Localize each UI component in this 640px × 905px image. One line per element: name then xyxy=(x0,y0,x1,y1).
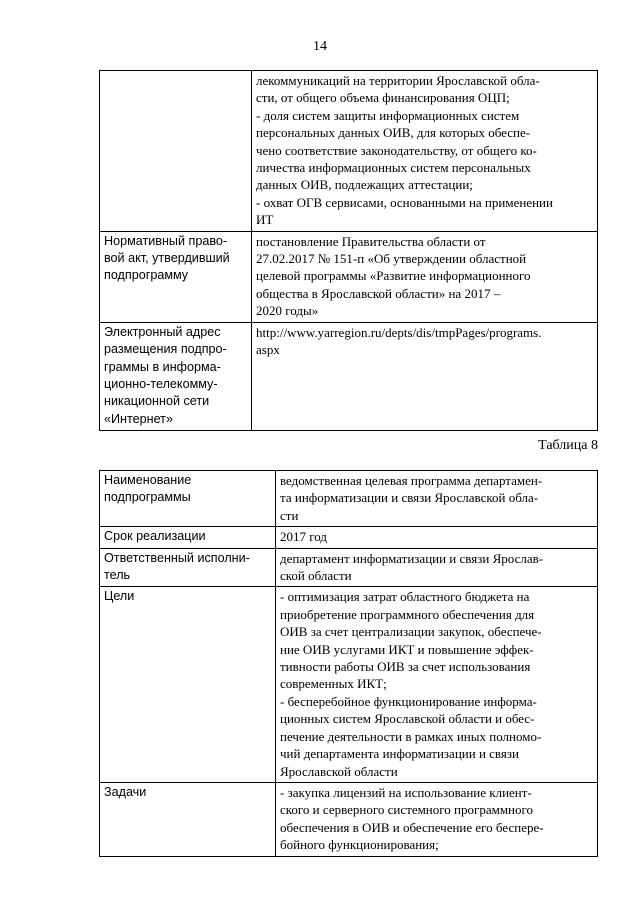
value-line: целевой программы «Развитие информационного xyxy=(256,268,531,284)
row-label-cell xyxy=(100,322,252,430)
value-line: http://www.yarregion.ru/depts/dis/tmpPages/programs. xyxy=(256,324,542,340)
value-line: лекоммуникаций на территории Ярославской обла- xyxy=(256,73,540,88)
value-line: департамент информатизации и связи Ярослав- xyxy=(280,550,544,566)
label-line: никационной сети xyxy=(104,394,210,409)
label-line: подпрограммы xyxy=(104,490,191,505)
value-line: ние ОИВ услугами ИКТ и повышение эффек- xyxy=(280,641,534,657)
row-value-cell xyxy=(276,471,598,527)
value-line: сти xyxy=(280,507,299,523)
row-label-cell xyxy=(100,548,276,587)
value-line: печение деятельности в рамках иных полномо- xyxy=(280,728,542,744)
value-line: ОИВ за счет централизации закупок, обеспече- xyxy=(280,624,542,640)
value-line: 2020 годы» xyxy=(256,303,319,319)
value-line: постановление Правительства области от xyxy=(256,233,486,249)
table-row xyxy=(100,548,598,587)
row-value-cell xyxy=(252,71,598,232)
page-number: 14 xyxy=(313,39,327,54)
value-line: данных ОИВ, подлежащих аттестации; xyxy=(256,177,473,193)
value-line: ционных систем Ярославской области и обес- xyxy=(280,711,535,727)
label-line: тель xyxy=(104,568,131,583)
table-row xyxy=(100,322,598,430)
value-line: современных ИКТ; xyxy=(280,676,387,692)
label-line: Ответственный исполни- xyxy=(104,550,250,565)
value-line: чено соответствие законодательству, от общего ко- xyxy=(256,142,537,158)
value-line: персональных данных ОИВ, для которых обеспе- xyxy=(256,125,531,141)
value-line: тивности работы ОИВ за счет использования xyxy=(280,659,531,675)
row-label-cell xyxy=(100,471,276,527)
value-line: бойного функционирования; xyxy=(280,837,439,853)
value-line: ведомственная целевая программа департамен- xyxy=(280,473,543,488)
row-label-cell xyxy=(100,231,252,322)
value-line: - охват ОГВ сервисами, основанными на применении xyxy=(256,194,553,210)
label-line: Срок реализации xyxy=(104,529,206,544)
value-line: aspx xyxy=(256,342,280,358)
value-line: приобретение программного обеспечения для xyxy=(280,606,535,622)
label-line: вой акт, утвердивший xyxy=(104,251,230,266)
value-line: общества в Ярославской области» на 2017 – xyxy=(256,285,501,301)
table-row xyxy=(100,782,598,856)
row-label-cell xyxy=(100,527,276,548)
value-line: обеспечения в ОИВ и обеспечение его беспере- xyxy=(280,819,544,835)
table-bottom-body xyxy=(100,471,598,857)
table-row xyxy=(100,71,598,232)
program-passport-table-continued xyxy=(99,70,598,431)
label-line: Наименование xyxy=(104,473,192,487)
value-line: сти, от общего объема финансирования ОЦП; xyxy=(256,90,510,106)
row-label-cell xyxy=(100,587,276,782)
label-line: Нормативный право- xyxy=(104,233,228,248)
label-line: размещения подпро- xyxy=(104,342,227,357)
label-line: ционно-телекомму- xyxy=(104,376,218,391)
row-value-cell xyxy=(276,548,598,587)
value-line: личества информационных систем персональных xyxy=(256,160,531,176)
row-value-cell xyxy=(252,322,598,430)
value-line: 27.02.2017 № 151-п «Об утверждении областной xyxy=(256,251,527,267)
value-line: 2017 год xyxy=(280,529,327,545)
row-value-cell xyxy=(276,782,598,856)
label-line: подпрограмму xyxy=(104,268,189,283)
table-row xyxy=(100,231,598,322)
value-line: - доля систем защиты информационных систем xyxy=(256,107,520,123)
table-top-body xyxy=(100,71,598,431)
table-caption: Таблица 8 xyxy=(538,438,598,453)
label-line: Цели xyxy=(104,589,135,604)
value-line: ИТ xyxy=(256,212,274,228)
value-line: ского и серверного системного программного xyxy=(280,802,534,818)
value-line: - оптимизация затрат областного бюджета на xyxy=(280,589,530,605)
row-label-cell xyxy=(100,71,252,232)
table-row xyxy=(100,527,598,548)
label-line: граммы в информа- xyxy=(104,359,221,374)
value-line: ской области xyxy=(280,568,352,584)
value-line: - закупка лицензий на использование клиент- xyxy=(280,784,532,800)
row-value-cell xyxy=(276,587,598,782)
label-line: Электронный адрес xyxy=(104,324,221,339)
value-line: чий департамента информатизации и связи xyxy=(280,746,519,762)
subprogram-passport-table xyxy=(99,470,598,857)
label-line: Задачи xyxy=(104,784,147,799)
value-line: Ярославской области xyxy=(280,763,398,779)
row-value-cell xyxy=(252,231,598,322)
table-row xyxy=(100,587,598,782)
row-label-cell xyxy=(100,782,276,856)
row-value-cell xyxy=(276,527,598,548)
label-line: «Интернет» xyxy=(104,411,173,426)
value-line: та информатизации и связи Ярославской обла- xyxy=(280,490,539,506)
value-line: - бесперебойное функционирование информа- xyxy=(280,693,537,709)
table-row xyxy=(100,471,598,527)
